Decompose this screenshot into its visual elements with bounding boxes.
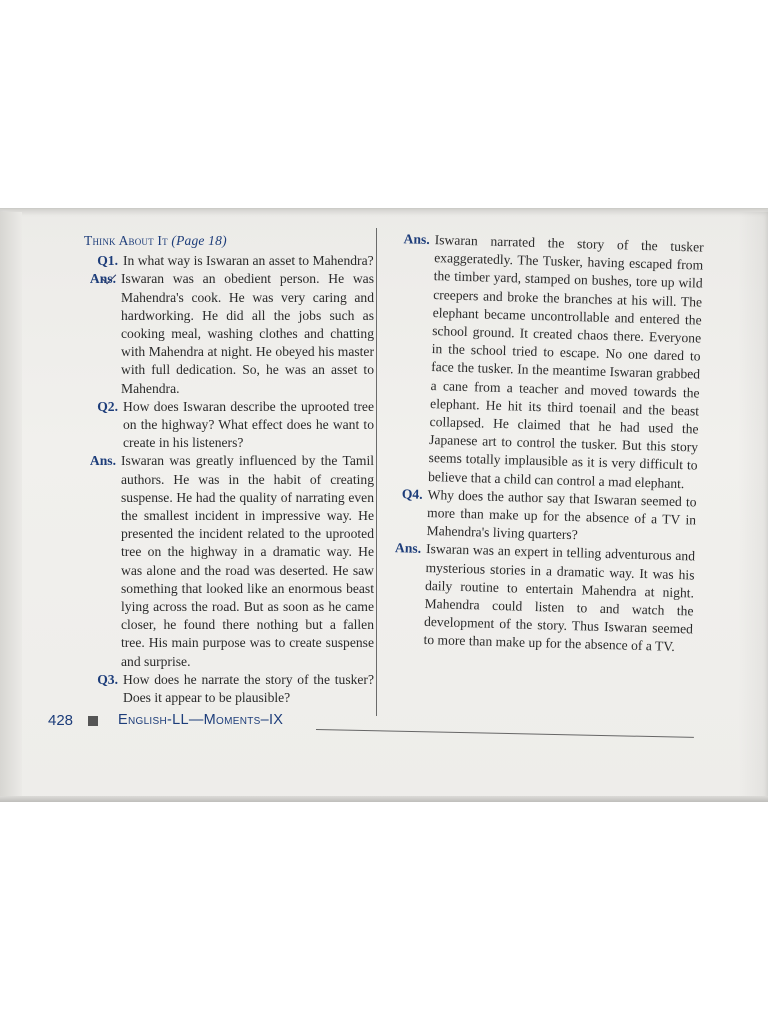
- answer-3-text: Iswaran narrated the story of the tusker exaggeratedly. The Tusker, having escaped from the timber yard, stamped on bushes, tore up wild creepers and broke the branches at his will. The elephant became uncontrollable and entered the school ground. It created chaos there. Everyone in the school tried to escape. No one dared to face the tusker. In the meantime Iswaran grabbed a cane from a teacher and moved towards the elephant. He hit its third toenail and the beast collapsed. He claimed that he had used the Japanese art to control the tusker. But this story seems totally implausible as it is very difficult to believe that a child can control a mad elephant.: [427, 232, 704, 491]
- question-4-text: Why does the author say that Iswaran seemed to more than make up for the absence of a TV in Mahendra's living quarters?: [426, 486, 697, 543]
- answer-3: [389, 230, 704, 493]
- page-shadow: [738, 212, 768, 797]
- footer-rule: [316, 729, 694, 738]
- answer-3-tag: Ans.: [403, 231, 430, 247]
- answer-1-tag: Ans.: [89, 271, 116, 287]
- question-1: [74, 252, 374, 270]
- question-1-text: In what way is Iswaran an asset to Mahendra?: [123, 253, 374, 269]
- question-2-tag: Q2.: [97, 398, 118, 414]
- answer-1: [74, 270, 374, 397]
- answer-1-text: Iswaran was an obedient person. He was Mahendra's cook. He was very caring and hardworking. He did all the jobs such as cooking meal, washing clothes and chatting with Mahendra at night. He obeyed his master with full dedication. So, he was an asset to Mahendra.: [121, 271, 374, 396]
- right-column: [384, 230, 704, 657]
- question-3: [74, 671, 374, 707]
- question-1-tag: Q1.: [97, 253, 118, 269]
- answer-4-text: Iswaran was an expert in telling adventurous and mysterious stories in a dramatic way. It was his daily routine to entertain Mahendra at night. Mahendra could listen to and watch the development of the story. Thus Iswaran seemed to more than make up for the absence of a TV.: [423, 541, 696, 655]
- answer-4-tag: Ans.: [394, 540, 422, 557]
- page-footer: [48, 712, 708, 752]
- question-3-text: How does he narrate the story of the tusker? Does it appear to be plausible?: [123, 671, 374, 706]
- book-title: English-LL—Moments–IX: [118, 712, 284, 728]
- question-4: [387, 485, 696, 548]
- answer-4: [384, 539, 695, 657]
- page-gutter: [0, 212, 22, 797]
- left-column: [74, 232, 374, 707]
- page-bottom-edge: [0, 796, 768, 802]
- footer-square-bullet: [88, 716, 98, 726]
- page-number: 428: [48, 712, 74, 729]
- question-4-tag: Q4.: [401, 486, 423, 502]
- question-3-tag: Q3.: [97, 671, 118, 687]
- section-heading-title: Think About It: [84, 233, 168, 248]
- answer-2-tag: Ans.: [89, 453, 116, 469]
- answer-2: [74, 452, 374, 670]
- column-divider: [376, 228, 377, 716]
- answer-2-text: Iswaran was greatly influenced by the Tamil authors. He was in the habit of creating suspense. He had the quality of narrating even the smallest incident in impressive way. He presented the incident related to the uprooted tree on the highway in a dramatic way. He was alone and the road was deserted. He saw something that looked like an enormous beast lying across the road. But as soon as he came closer, he found there nothing but a fallen tree. His main purpose was to create suspense and surprise.: [121, 453, 374, 669]
- question-2-text: How does Iswaran describe the uprooted tree on the highway? What effect does he want to create in his listeners?: [123, 398, 374, 451]
- section-heading: [84, 232, 374, 250]
- section-heading-page-ref: (Page 18): [171, 233, 227, 248]
- question-2: [74, 398, 374, 453]
